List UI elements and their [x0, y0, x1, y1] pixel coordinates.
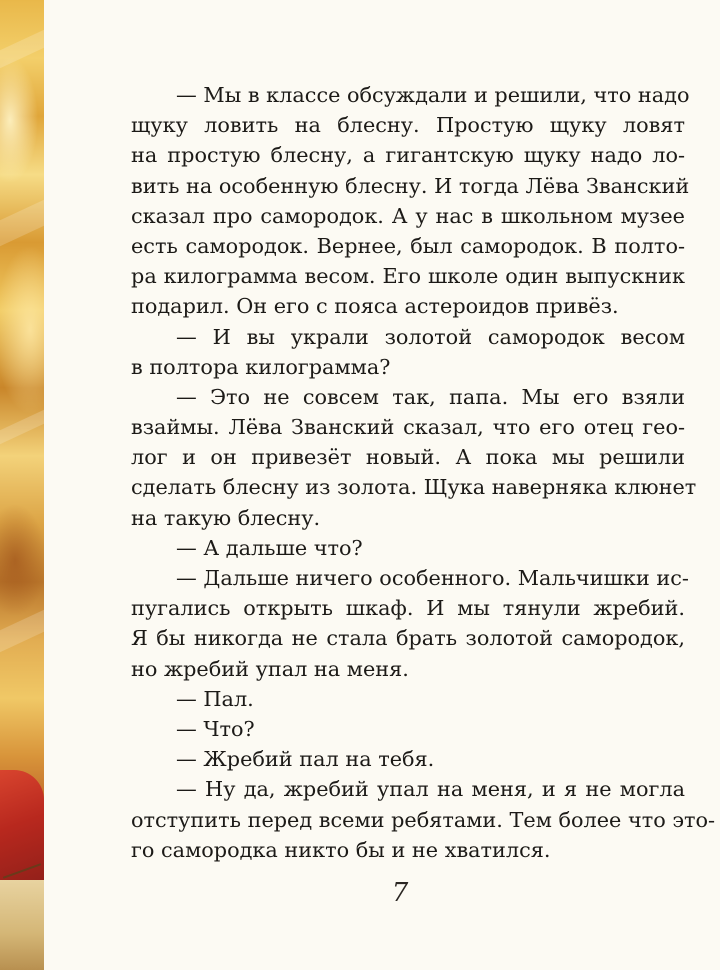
illustration-highlight — [0, 30, 44, 69]
illustration-strip — [0, 0, 44, 970]
page-text — [131, 80, 716, 865]
text-line: Я бы никогда не стала брать золотой самородок, — [131, 626, 685, 651]
text-line: — Жребий пал на тебя. — [176, 747, 435, 772]
text-line: в полтора килограмма? — [131, 354, 391, 379]
text-line: подарил. Он его с пояса астероидов привёз. — [131, 294, 619, 319]
text-line: го самородка никто бы и не хватился. — [131, 837, 551, 862]
text-line: на такую блесну. — [131, 505, 321, 530]
text-line: — Мы в классе обсуждали и решили, что надо — [176, 83, 690, 107]
text-line: — И вы украли золотой самородок весом — [176, 324, 685, 349]
text-line: — Это не совсем так, папа. Мы его взяли — [176, 384, 685, 409]
text-line: взаймы. Лёва Званский сказал, что его отец гео- — [131, 415, 685, 440]
illustration-highlight — [0, 200, 44, 247]
text-line: лог и он привезёт новый. А пока мы решили — [131, 445, 685, 470]
text-line: но жребий упал на меня. — [131, 656, 409, 681]
text-line: вить на особенную блесну. И тогда Лёва Званский — [131, 173, 690, 198]
text-line: щуку ловить на блесну. Простую щуку ловят — [131, 113, 685, 138]
text-line: — Пал. — [176, 686, 254, 711]
illustration-highlight — [0, 610, 44, 653]
page-number: 7 — [391, 878, 409, 908]
text-line: отступить перед всеми ребятами. Тем более что это- — [131, 807, 716, 832]
illustration-cream-patch — [0, 880, 44, 970]
text-line: — Ну да, жребий упал на меня, и я не могла — [176, 777, 685, 802]
text-line: на простую блесну, а гигантскую щуку надо ло- — [131, 143, 685, 168]
text-line: ра килограмма весом. Его школе один выпускник — [131, 264, 685, 289]
illustration-highlight — [0, 410, 44, 445]
text-line: — Дальше ничего особенного. Мальчишки ис- — [176, 566, 689, 590]
text-line: сказал про самородок. А у нас в школьном музее — [131, 203, 685, 228]
text-line: — А дальше что? — [176, 535, 363, 560]
text-line: пугались открыть шкаф. И мы тянули жребий. — [131, 596, 685, 621]
text-line: сделать блесну из золота. Щука наверняка клюнет — [131, 475, 697, 500]
text-line: — Что? — [176, 716, 255, 741]
text-line: есть самородок. Вернее, был самородок. В полто- — [131, 233, 685, 258]
